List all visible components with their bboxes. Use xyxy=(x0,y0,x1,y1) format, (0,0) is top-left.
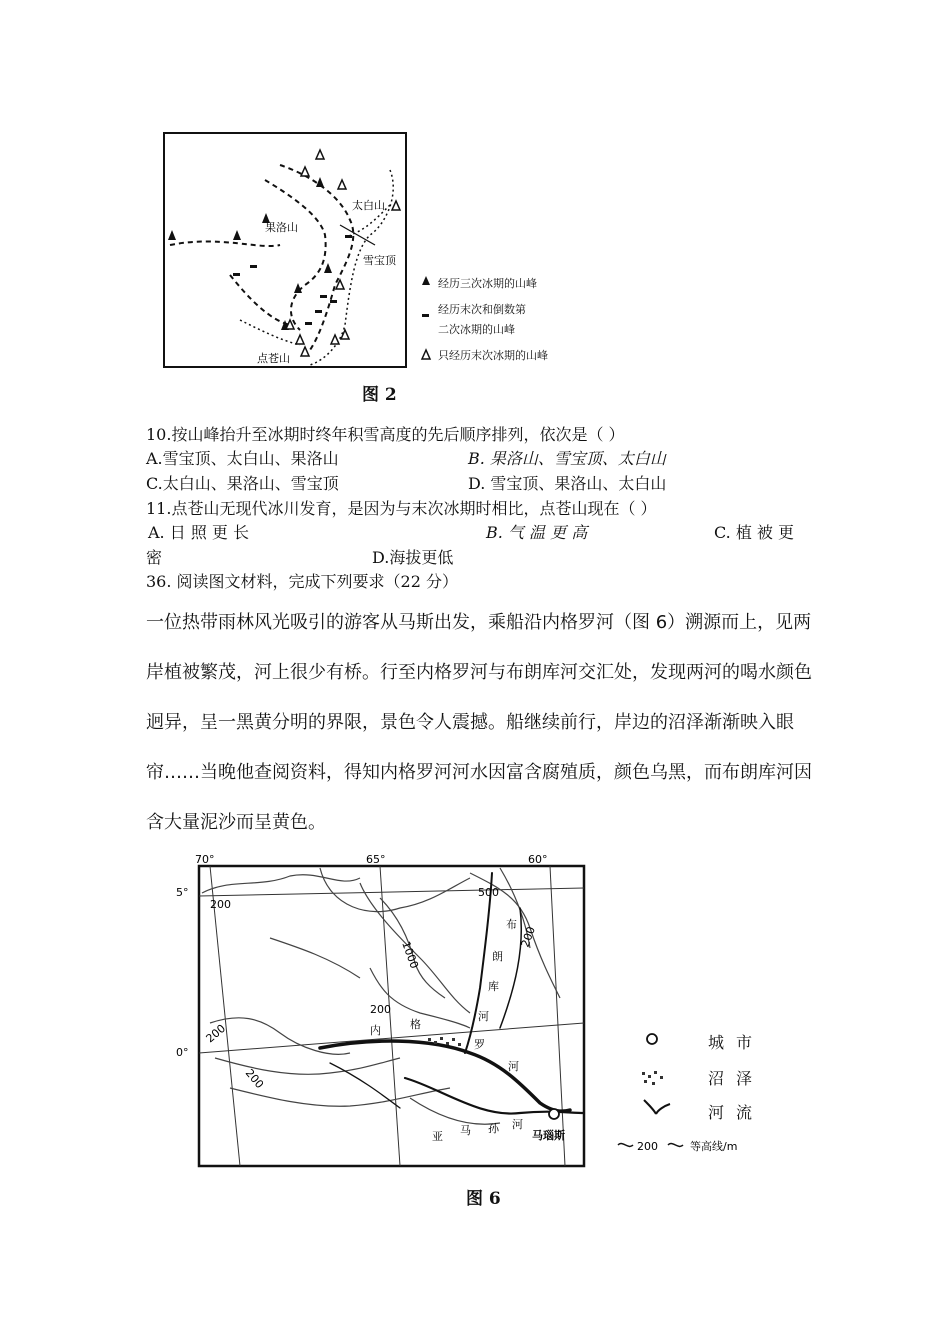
manaus-label: 马瑙斯 xyxy=(532,1129,565,1142)
figure-2-map xyxy=(150,125,570,375)
contour-label: 200 xyxy=(210,898,231,911)
lon-70: 70° xyxy=(195,853,215,866)
legend-river: 河流 xyxy=(708,1103,765,1122)
figure-2 xyxy=(150,125,570,375)
legend-two-line1: 经历末次和倒数第 xyxy=(438,303,526,316)
legend-bar-icon xyxy=(422,314,429,317)
legend-city: 城市 xyxy=(708,1033,765,1052)
q36-stem: 36. 阅读图文材料，完成下列要求（22 分） xyxy=(146,572,458,591)
branco-river-char: 库 xyxy=(488,980,499,993)
amazon-river-char: 亚 xyxy=(432,1130,443,1143)
lon-65: 65° xyxy=(366,853,386,866)
legend-swamp-icon xyxy=(642,1071,663,1085)
q10-option-d: D. 雪宝顶、果洛山、太白山 xyxy=(468,474,667,493)
label-xuebao: 雪宝顶 xyxy=(363,254,396,267)
q11-option-b: B. 气 温 更 高 xyxy=(486,523,588,542)
contour-label: 200 xyxy=(242,1066,267,1092)
legend-last: 只经历末次冰期的山峰 xyxy=(438,349,548,362)
figure-6-caption: 图 6 xyxy=(466,1189,501,1209)
legend-hollow-triangle-icon xyxy=(422,350,430,359)
amazon-river-char: 孙 xyxy=(488,1122,499,1135)
legend-contour-value: 200 xyxy=(637,1140,658,1153)
figure-2-caption: 图 2 xyxy=(362,385,397,405)
contour-label: 200 xyxy=(203,1021,229,1046)
label-diancang: 点苍山 xyxy=(257,352,290,365)
negro-river-char: 内 xyxy=(370,1024,381,1037)
q10-option-b: B. 果洛山、雪宝顶、太白山 xyxy=(468,449,666,468)
legend-two-line2: 二次冰期的山峰 xyxy=(438,323,515,336)
legend-contour-icon xyxy=(618,1144,633,1147)
lat-0: 0° xyxy=(176,1046,189,1059)
q11-stem: 11.点苍山无现代冰川发育，是因为与末次冰期时相比，点苍山现在（ ） xyxy=(146,499,657,518)
manaus-city-icon xyxy=(549,1109,559,1119)
label-taibai: 太白山 xyxy=(352,199,385,212)
branco-river-char: 河 xyxy=(478,1010,489,1023)
legend-contour-label: 等高线/m xyxy=(690,1140,738,1153)
q11-option-c-cont: 密 xyxy=(146,548,163,567)
legend-contour-icon xyxy=(668,1144,683,1147)
lon-60: 60° xyxy=(528,853,548,866)
legend-river-icon xyxy=(644,1100,670,1114)
lat-5: 5° xyxy=(176,886,189,899)
negro-river-char: 格 xyxy=(410,1018,421,1031)
negro-river-char: 河 xyxy=(508,1060,519,1073)
negro-river-char: 罗 xyxy=(474,1038,485,1051)
label-guoluo: 果洛山 xyxy=(265,221,298,234)
q11-option-c: C. 植 被 更 xyxy=(714,523,795,542)
amazon-river-char: 河 xyxy=(512,1118,523,1131)
legend-solid-triangle-icon xyxy=(422,276,430,285)
legend-swamp: 沼泽 xyxy=(708,1069,765,1088)
legend-city-icon xyxy=(647,1034,657,1044)
q10-stem: 10.按山峰抬升至冰期时终年积雪高度的先后顺序排列，依次是（ ） xyxy=(146,425,625,444)
q10-option-a: A.雪宝顶、太白山、果洛山 xyxy=(146,449,339,468)
branco-river-char: 布 xyxy=(506,918,517,931)
contour-label: 200 xyxy=(370,1003,391,1016)
q10-option-c: C.太白山、果洛山、雪宝顶 xyxy=(146,474,339,493)
contour-label: 500 xyxy=(478,886,499,899)
contour-label: 1000 xyxy=(399,939,421,971)
branco-river-char: 朗 xyxy=(492,950,503,963)
passage: 一位热带雨林风光吸引的游客从马斯出发，乘船沿内格罗河（图 6）溯源而上，见两岸植被繁茂，河上很少有桥。行至内格罗河与布朗库河交汇处，发现两河的喝水颜色迥异，呈一黑黄分明的界限，景色令人震撼。船继续前行，岸边的沼泽渐渐映入眼帘……当晚他查阅资料，得知内格罗河河水因富含腐殖质，颜色乌黑，而布朗库河因含大量泥沙而呈黄色。 xyxy=(146,612,812,833)
contour-label: 200 xyxy=(518,924,539,950)
legend-three: 经历三次冰期的山峰 xyxy=(438,277,537,290)
q11-option-d: D.海拔更低 xyxy=(372,548,454,567)
figure-6 xyxy=(170,848,790,1170)
q11-option-a: A. 日 照 更 长 xyxy=(148,523,249,542)
amazon-river-char: 马 xyxy=(460,1124,471,1137)
figure-6-map xyxy=(170,848,790,1170)
